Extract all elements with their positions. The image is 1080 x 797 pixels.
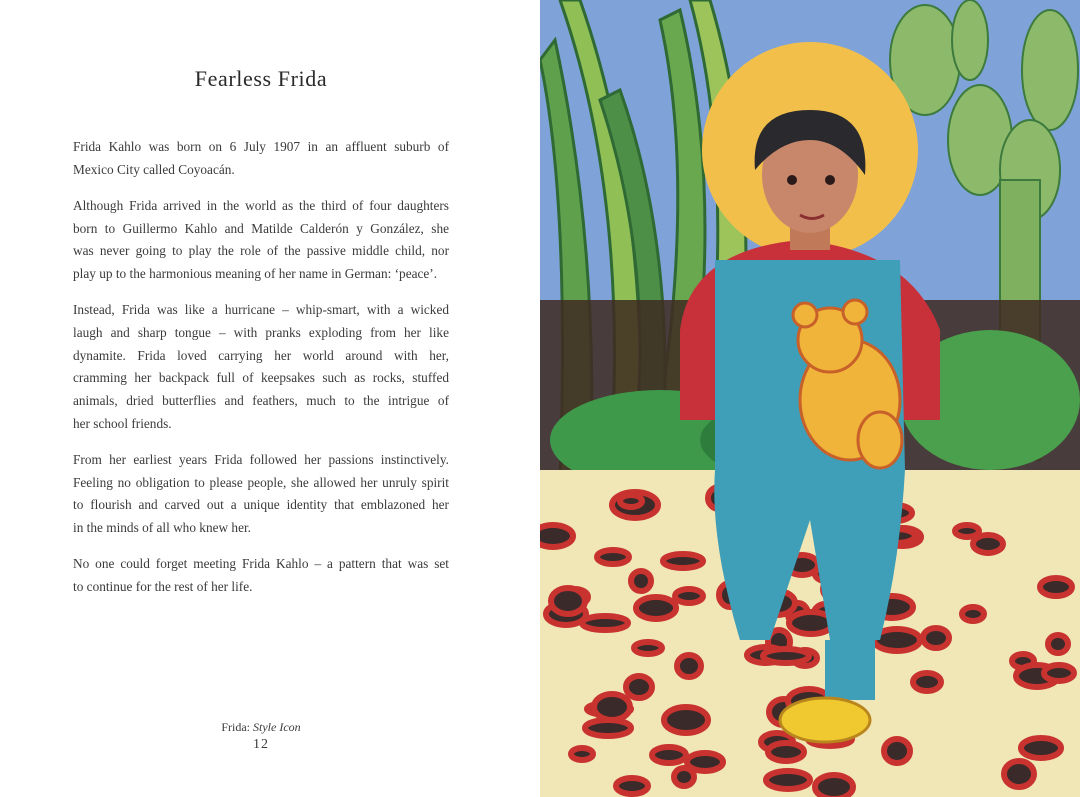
floor-spot	[973, 535, 1003, 553]
floor-spot	[1021, 738, 1061, 758]
paragraph	[73, 449, 449, 540]
floor-spot	[652, 747, 686, 763]
text-line: animals, dried butterflies and feathers, much to the intrigue of	[73, 393, 449, 409]
text-line: born to Guillermo Kahlo and Matilde Calderón y González, she	[73, 220, 449, 236]
text-line: Although Frida arrived in the world as the third of four daughters	[73, 197, 449, 213]
body-text	[73, 136, 449, 612]
floor-spot	[663, 554, 703, 568]
floor-spot	[955, 525, 979, 537]
page-title: Fearless Frida	[194, 66, 328, 91]
page-footer	[0, 720, 522, 753]
floor-spot	[540, 525, 573, 547]
floor-spot	[766, 771, 810, 789]
text-line: dynamite. Frida loved carrying her world around with her,	[73, 347, 449, 363]
floor-spot	[551, 588, 585, 614]
floor-spot	[763, 649, 809, 663]
floor-spot	[636, 597, 676, 619]
floor-spot	[1044, 665, 1074, 681]
text-line: Mexico City called Coyoacán.	[73, 161, 235, 177]
text-line: was never going to play the role of the passive middle child, nor	[73, 243, 449, 259]
text-line: her school friends.	[73, 415, 172, 431]
text-line: to continue for the rest of her life.	[73, 579, 253, 595]
floor-spot	[597, 550, 629, 564]
floor-spot	[1048, 635, 1068, 653]
floor-spot	[913, 673, 941, 691]
floor-spot	[675, 589, 703, 603]
paragraph	[73, 553, 449, 598]
paragraph	[73, 136, 449, 181]
text-line: to flourish and carved out a unique identity that emblazoned her	[73, 497, 449, 513]
text-line: cramming her backpack full of keepsakes such as rocks, stuffed	[73, 370, 449, 386]
floor-spot	[664, 707, 708, 733]
floor-spot	[631, 571, 651, 591]
floor-spot	[962, 607, 984, 621]
floor-spot	[634, 642, 662, 654]
illustration-frida-with-teddy-bear	[540, 0, 1080, 797]
floor-spot	[1004, 761, 1034, 787]
text-line: Frida Kahlo was born on 6 July 1907 in an affluent suburb of	[73, 139, 449, 154]
floor-spot	[677, 655, 701, 677]
floor-spot	[815, 775, 853, 797]
floor-spot	[768, 743, 804, 761]
text-line: No one could forget meeting Frida Kahlo – a pattern that was set	[73, 556, 449, 572]
floor-spot	[571, 748, 593, 760]
text-line: play up to the harmonious meaning of her name in German: ‘peace’.	[73, 266, 438, 282]
text-line: laugh and sharp tongue – with pranks exploding from her like	[73, 325, 449, 340]
paragraph	[73, 195, 449, 286]
floor-spot	[923, 628, 949, 648]
floor-spot	[620, 495, 642, 507]
floor-spot	[616, 778, 648, 794]
text-line: Instead, Frida was like a hurricane – whip-smart, with a wicked	[73, 302, 449, 318]
floor-spot	[884, 739, 910, 763]
floor-spot	[582, 616, 628, 630]
page-number: 12	[253, 737, 269, 752]
book-title: Frida: Style Icon	[221, 720, 301, 734]
floor-spot	[1040, 578, 1072, 596]
floor-spot	[626, 676, 652, 698]
floor-spot	[687, 753, 723, 771]
paragraph	[73, 299, 449, 435]
text-line: Feeling no obligation to please people, she allowed her unruly spirit	[73, 474, 449, 490]
text-line: From her earliest years Frida followed her passions instinctively.	[73, 452, 449, 468]
text-line: in the minds of all who knew her.	[73, 520, 252, 536]
floor-spot	[594, 694, 630, 720]
